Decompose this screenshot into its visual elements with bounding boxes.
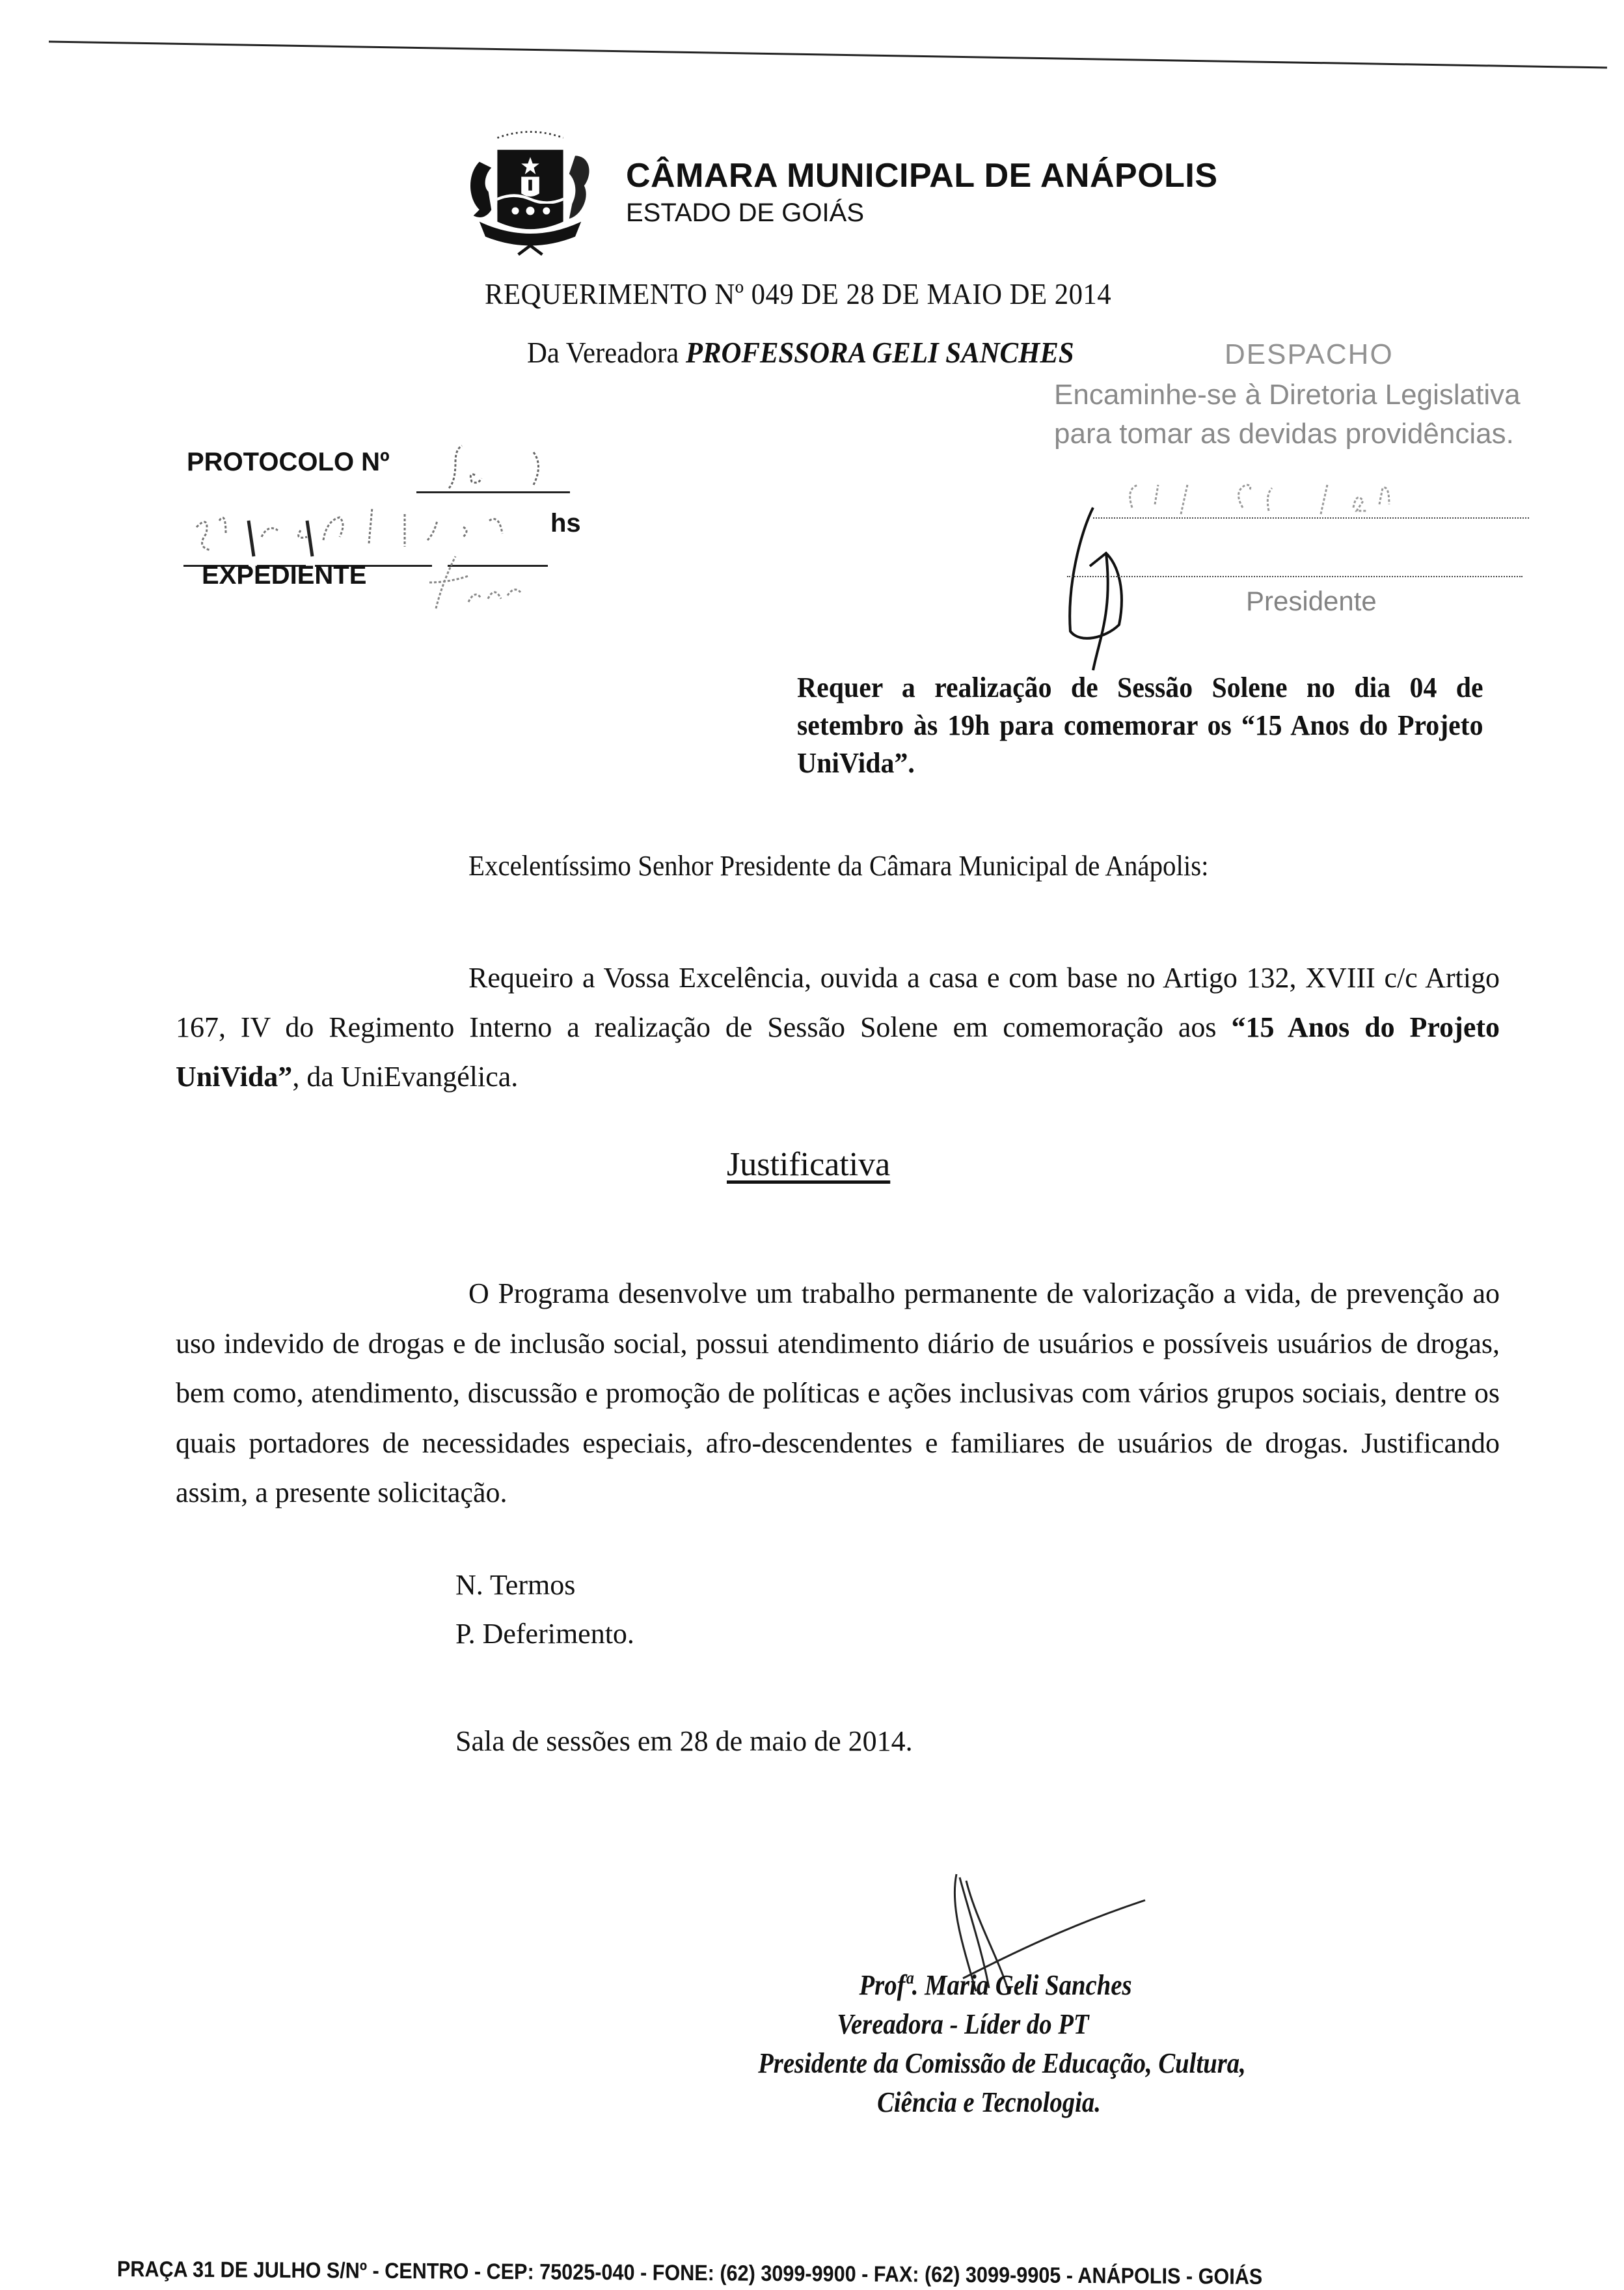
handwritten-protocolo-number xyxy=(423,443,573,495)
request-paragraph xyxy=(176,953,1500,1102)
signatory-name: Profª. Maria Geli Sanches xyxy=(859,1969,1132,2001)
document-title: REQUERIMENTO Nº 049 DE 28 DE MAIO DE 2014 xyxy=(485,277,1112,310)
footer-address: PRAÇA 31 DE JULHO S/Nº - CENTRO - CEP: 75025-040 - FONE: (62) 3099-9900 - FAX: (62) 3099-9905 - ANÁPOLIS - GOIÁS xyxy=(116,2257,1263,2289)
justification-paragraph: O Programa desenvolve um trabalho permanente de valorização a vida, de prevenção ao uso indevido de drogas e de inclusão social, possui atendimento diário de usuários e possíveis usuários de drogas, bem como, atendimento, discussão e promoção de políticas e ações inclusivas com vários grupos sociais, dentre os quais portadores de necessidades especiais, afro-descendentes e familiares de usuários de drogas. Justificando assim, a presente solicitação. xyxy=(176,1277,1500,1508)
organization-state: ESTADO DE GOIÁS xyxy=(626,198,864,227)
signatory-committee: Ciência e Tecnologia. xyxy=(877,2086,1101,2118)
author-name: PROFESSORA GELI SANCHES xyxy=(685,336,1074,369)
request-highlight: “15 Anos do Projeto UniVida” xyxy=(176,1011,1500,1093)
author-prefix: Da Vereadora xyxy=(527,336,679,369)
justification-heading: Justificativa xyxy=(727,1146,891,1183)
closing-line: N. Termos xyxy=(455,1569,576,1601)
handwritten-expediente-initials xyxy=(416,543,547,615)
signatory-role: Vereadora - Líder do PT xyxy=(837,2008,1089,2040)
coat-of-arms-icon xyxy=(455,117,605,260)
president-signature-icon xyxy=(1054,495,1184,677)
despacho-stamp-line: Encaminhe-se à Diretoria Legislativa xyxy=(1054,379,1521,411)
organization-name: CÂMARA MUNICIPAL DE ANÁPOLIS xyxy=(626,157,1218,195)
despacho-signature-role: Presidente xyxy=(1246,586,1377,616)
request-text-end: , da UniEvangélica. xyxy=(292,1061,519,1093)
despacho-stamp-line: para tomar as devidas providências. xyxy=(1054,418,1514,450)
expediente-label: EXPEDIENTE xyxy=(202,561,367,590)
author-line xyxy=(527,335,1074,370)
session-date: Sala de sessões em 28 de maio de 2014. xyxy=(455,1725,913,1757)
despacho-stamp-title: DESPACHO xyxy=(1225,338,1394,370)
salutation: Excelentíssimo Senhor Presidente da Câmara Municipal de Anápolis: xyxy=(468,850,1209,882)
scan-border-line xyxy=(0,0,1624,91)
request-text: Requeiro a Vossa Excelência, ouvida a casa e com base no Artigo 132, XVIII c/c Artigo 167, IV do Regimento Interno a realização de Sessão Solene em comemoração aos xyxy=(176,962,1500,1043)
despacho-signature-line xyxy=(1067,576,1522,577)
protocolo-hours-suffix: hs xyxy=(550,509,581,538)
closing-line: P. Deferimento. xyxy=(455,1618,634,1650)
protocolo-label: PROTOCOLO Nº xyxy=(187,448,390,476)
signatory-committee: Presidente da Comissão de Educação, Cultura, xyxy=(758,2047,1246,2079)
request-summary: Requer a realização de Sessão Solene no dia 04 de setembro às 19h para comemorar os “15 Anos do Projeto UniVida”. xyxy=(797,672,1483,779)
